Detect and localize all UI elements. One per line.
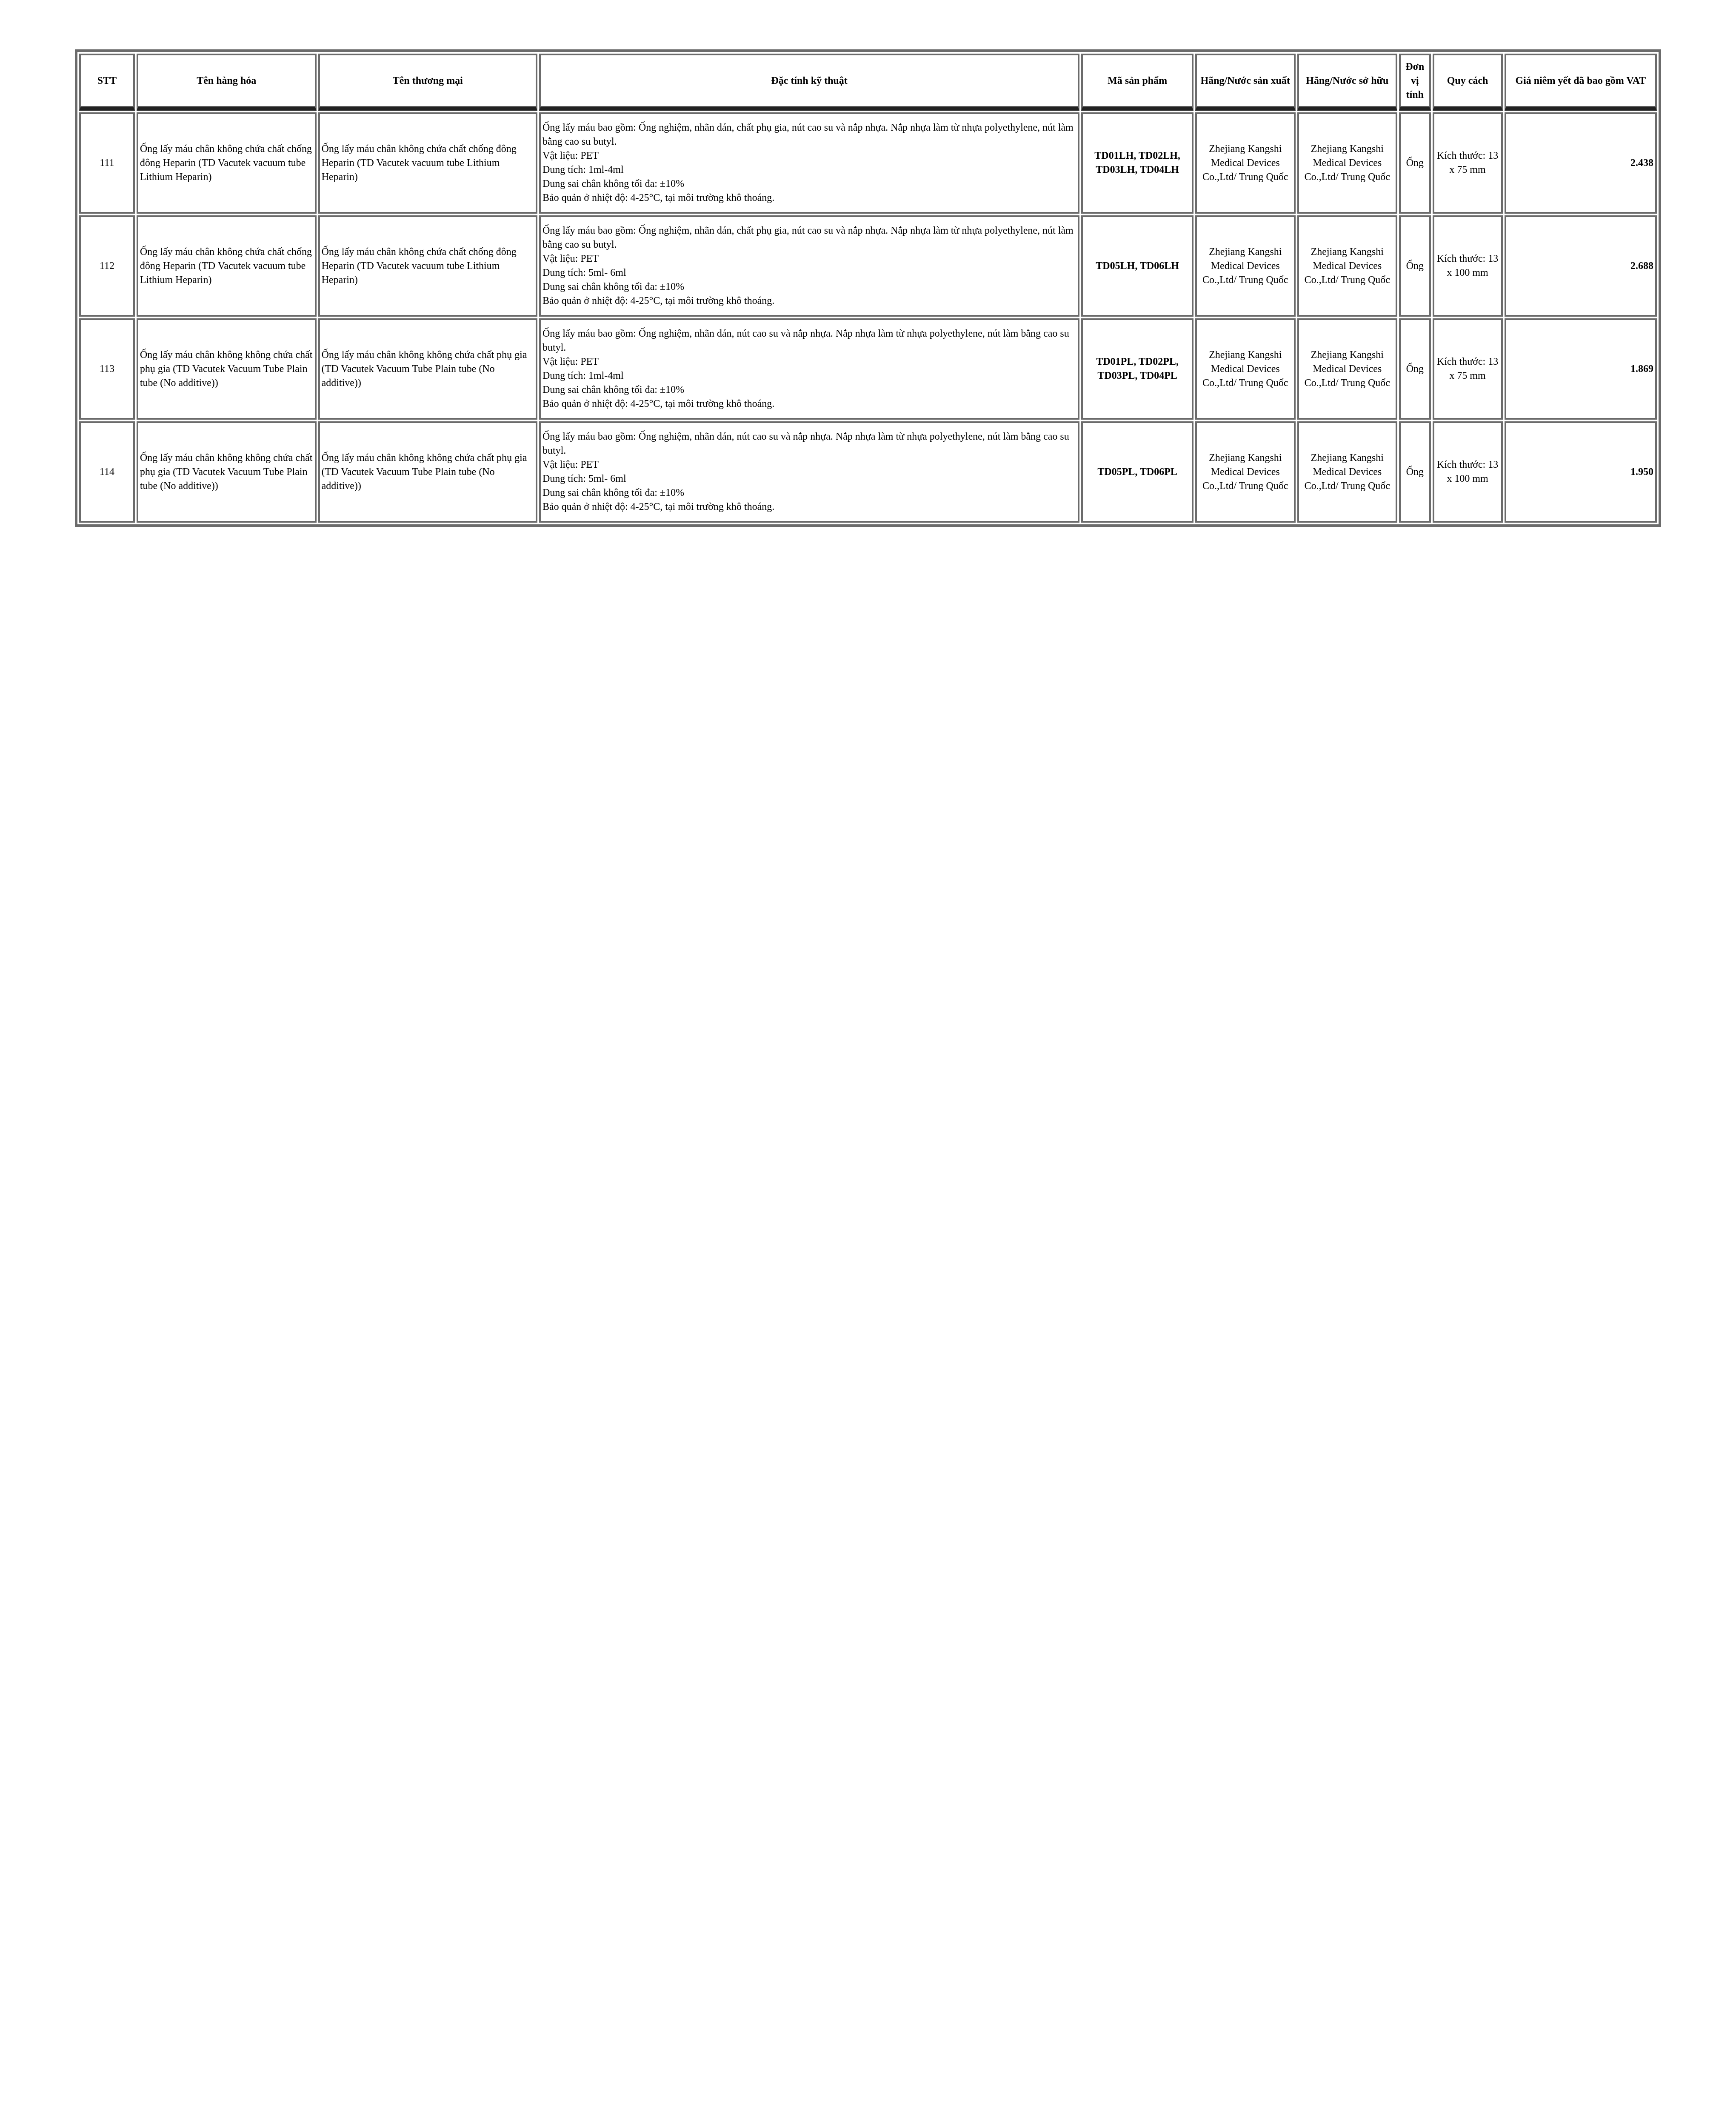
cell-owner: Zhejiang Kangshi Medical Devices Co.,Ltd/ Trung Quốc — [1297, 215, 1398, 317]
cell-trade-name: Ống lấy máu chân không chứa chất chống đông Heparin (TD Vacutek vacuum tube Lithium Heparin) — [318, 215, 537, 317]
spec-line: Bảo quản ở nhiệt độ: 4-25°C, tại môi trường khô thoáng. — [542, 398, 775, 409]
cell-product-code: TD01LH, TD02LH, TD03LH, TD04LH — [1081, 112, 1194, 214]
spec-line: Dung tích: 1ml-4ml — [542, 370, 624, 381]
table-row — [79, 215, 1657, 317]
cell-price: 1.869 — [1505, 318, 1657, 420]
table-row — [79, 112, 1657, 214]
cell-manufacturer: Zhejiang Kangshi Medical Devices Co.,Ltd/ Trung Quốc — [1195, 215, 1296, 317]
spec-line: Dung tích: 5ml- 6ml — [542, 473, 626, 484]
cell-price: 1.950 — [1505, 421, 1657, 523]
spec-line: Ống lấy máu bao gồm: Ống nghiệm, nhãn dán, nút cao su và nắp nhựa. Nắp nhựa làm từ nhựa polyethylene, nút làm bằng cao su butyl. — [542, 328, 1069, 353]
spec-line: Vật liệu: PET — [542, 150, 599, 161]
cell-manufacturer: Zhejiang Kangshi Medical Devices Co.,Ltd/ Trung Quốc — [1195, 318, 1296, 420]
cell-unit: Ống — [1399, 318, 1430, 420]
spec-line: Dung sai chân không tối đa: ±10% — [542, 281, 685, 292]
header-owner: Hãng/Nước sở hữu — [1297, 54, 1398, 111]
table-header — [79, 54, 1657, 111]
spec-line: Bảo quản ở nhiệt độ: 4-25°C, tại môi trường khô thoáng. — [542, 192, 775, 203]
cell-trade-name: Ống lấy máu chân không không chứa chất phụ gia (TD Vacutek Vacuum Tube Plain tube (No additive)) — [318, 318, 537, 420]
cell-trade-name: Ống lấy máu chân không không chứa chất phụ gia (TD Vacutek Vacuum Tube Plain tube (No additive)) — [318, 421, 537, 523]
header-row — [79, 54, 1657, 111]
spec-line: Ống lấy máu bao gồm: Ống nghiệm, nhãn dán, chất phụ gia, nút cao su và nắp nhựa. Nắp nhựa làm từ nhựa polyethylene, nút làm bằng cao su butyl. — [542, 122, 1074, 147]
spec-line: Bảo quản ở nhiệt độ: 4-25°C, tại môi trường khô thoáng. — [542, 501, 775, 512]
cell-owner: Zhejiang Kangshi Medical Devices Co.,Ltd/ Trung Quốc — [1297, 421, 1398, 523]
table-body — [79, 112, 1657, 523]
spec-line: Vật liệu: PET — [542, 459, 599, 470]
cell-manufacturer: Zhejiang Kangshi Medical Devices Co.,Ltd/ Trung Quốc — [1195, 112, 1296, 214]
header-manufacturer: Hãng/Nước sản xuất — [1195, 54, 1296, 111]
cell-product-name: Ống lấy máu chân không chứa chất chống đông Heparin (TD Vacutek vacuum tube Lithium Heparin) — [137, 215, 317, 317]
cell-specs — [539, 318, 1079, 420]
cell-specs — [539, 421, 1079, 523]
cell-stt: 114 — [79, 421, 135, 523]
spec-line: Dung sai chân không tối đa: ±10% — [542, 487, 685, 498]
header-unit: Đơn vị tính — [1399, 54, 1430, 111]
cell-price: 2.688 — [1505, 215, 1657, 317]
cell-trade-name: Ống lấy máu chân không chứa chất chống đông Heparin (TD Vacutek vacuum tube Lithium Heparin) — [318, 112, 537, 214]
header-product-name: Tên hàng hóa — [137, 54, 317, 111]
cell-stt: 111 — [79, 112, 135, 214]
cell-specs — [539, 215, 1079, 317]
cell-stt: 113 — [79, 318, 135, 420]
spec-line: Ống lấy máu bao gồm: Ống nghiệm, nhãn dán, nút cao su và nắp nhựa. Nắp nhựa làm từ nhựa polyethylene, nút làm bằng cao su butyl. — [542, 431, 1069, 456]
cell-unit: Ống — [1399, 112, 1430, 214]
cell-packaging: Kích thước: 13 x 75 mm — [1433, 318, 1503, 420]
cell-unit: Ống — [1399, 421, 1430, 523]
cell-manufacturer: Zhejiang Kangshi Medical Devices Co.,Ltd/ Trung Quốc — [1195, 421, 1296, 523]
cell-owner: Zhejiang Kangshi Medical Devices Co.,Ltd/ Trung Quốc — [1297, 318, 1398, 420]
cell-product-code: TD05PL, TD06PL — [1081, 421, 1194, 523]
cell-packaging: Kích thước: 13 x 75 mm — [1433, 112, 1503, 214]
header-trade-name: Tên thương mại — [318, 54, 537, 111]
spec-line: Dung sai chân không tối đa: ±10% — [542, 384, 685, 395]
spec-line: Vật liệu: PET — [542, 253, 599, 264]
cell-product-name: Ống lấy máu chân không không chứa chất phụ gia (TD Vacutek Vacuum Tube Plain tube (No additive)) — [137, 421, 317, 523]
cell-product-name: Ống lấy máu chân không chứa chất chống đông Heparin (TD Vacutek vacuum tube Lithium Heparin) — [137, 112, 317, 214]
spec-line: Ống lấy máu bao gồm: Ống nghiệm, nhãn dán, chất phụ gia, nút cao su và nắp nhựa. Nắp nhựa làm từ nhựa polyethylene, nút làm bằng cao su butyl. — [542, 225, 1074, 250]
cell-unit: Ống — [1399, 215, 1430, 317]
header-specs: Đặc tính kỹ thuật — [539, 54, 1079, 111]
table-row — [79, 421, 1657, 523]
table-row — [79, 318, 1657, 420]
price-table — [75, 49, 1661, 527]
cell-owner: Zhejiang Kangshi Medical Devices Co.,Ltd/ Trung Quốc — [1297, 112, 1398, 214]
cell-stt: 112 — [79, 215, 135, 317]
cell-product-name: Ống lấy máu chân không không chứa chất phụ gia (TD Vacutek Vacuum Tube Plain tube (No additive)) — [137, 318, 317, 420]
spec-line: Dung tích: 5ml- 6ml — [542, 267, 626, 278]
spec-line: Vật liệu: PET — [542, 356, 599, 367]
cell-packaging: Kích thước: 13 x 100 mm — [1433, 421, 1503, 523]
cell-price: 2.438 — [1505, 112, 1657, 214]
header-stt: STT — [79, 54, 135, 111]
cell-product-code: TD01PL, TD02PL, TD03PL, TD04PL — [1081, 318, 1194, 420]
header-price: Giá niêm yết đã bao gồm VAT — [1505, 54, 1657, 111]
header-packaging: Quy cách — [1433, 54, 1503, 111]
cell-specs — [539, 112, 1079, 214]
cell-packaging: Kích thước: 13 x 100 mm — [1433, 215, 1503, 317]
spec-line: Dung sai chân không tối đa: ±10% — [542, 178, 685, 189]
header-product-code: Mã sản phẩm — [1081, 54, 1194, 111]
cell-product-code: TD05LH, TD06LH — [1081, 215, 1194, 317]
spec-line: Dung tích: 1ml-4ml — [542, 164, 624, 175]
spec-line: Bảo quản ở nhiệt độ: 4-25°C, tại môi trường khô thoáng. — [542, 295, 775, 306]
